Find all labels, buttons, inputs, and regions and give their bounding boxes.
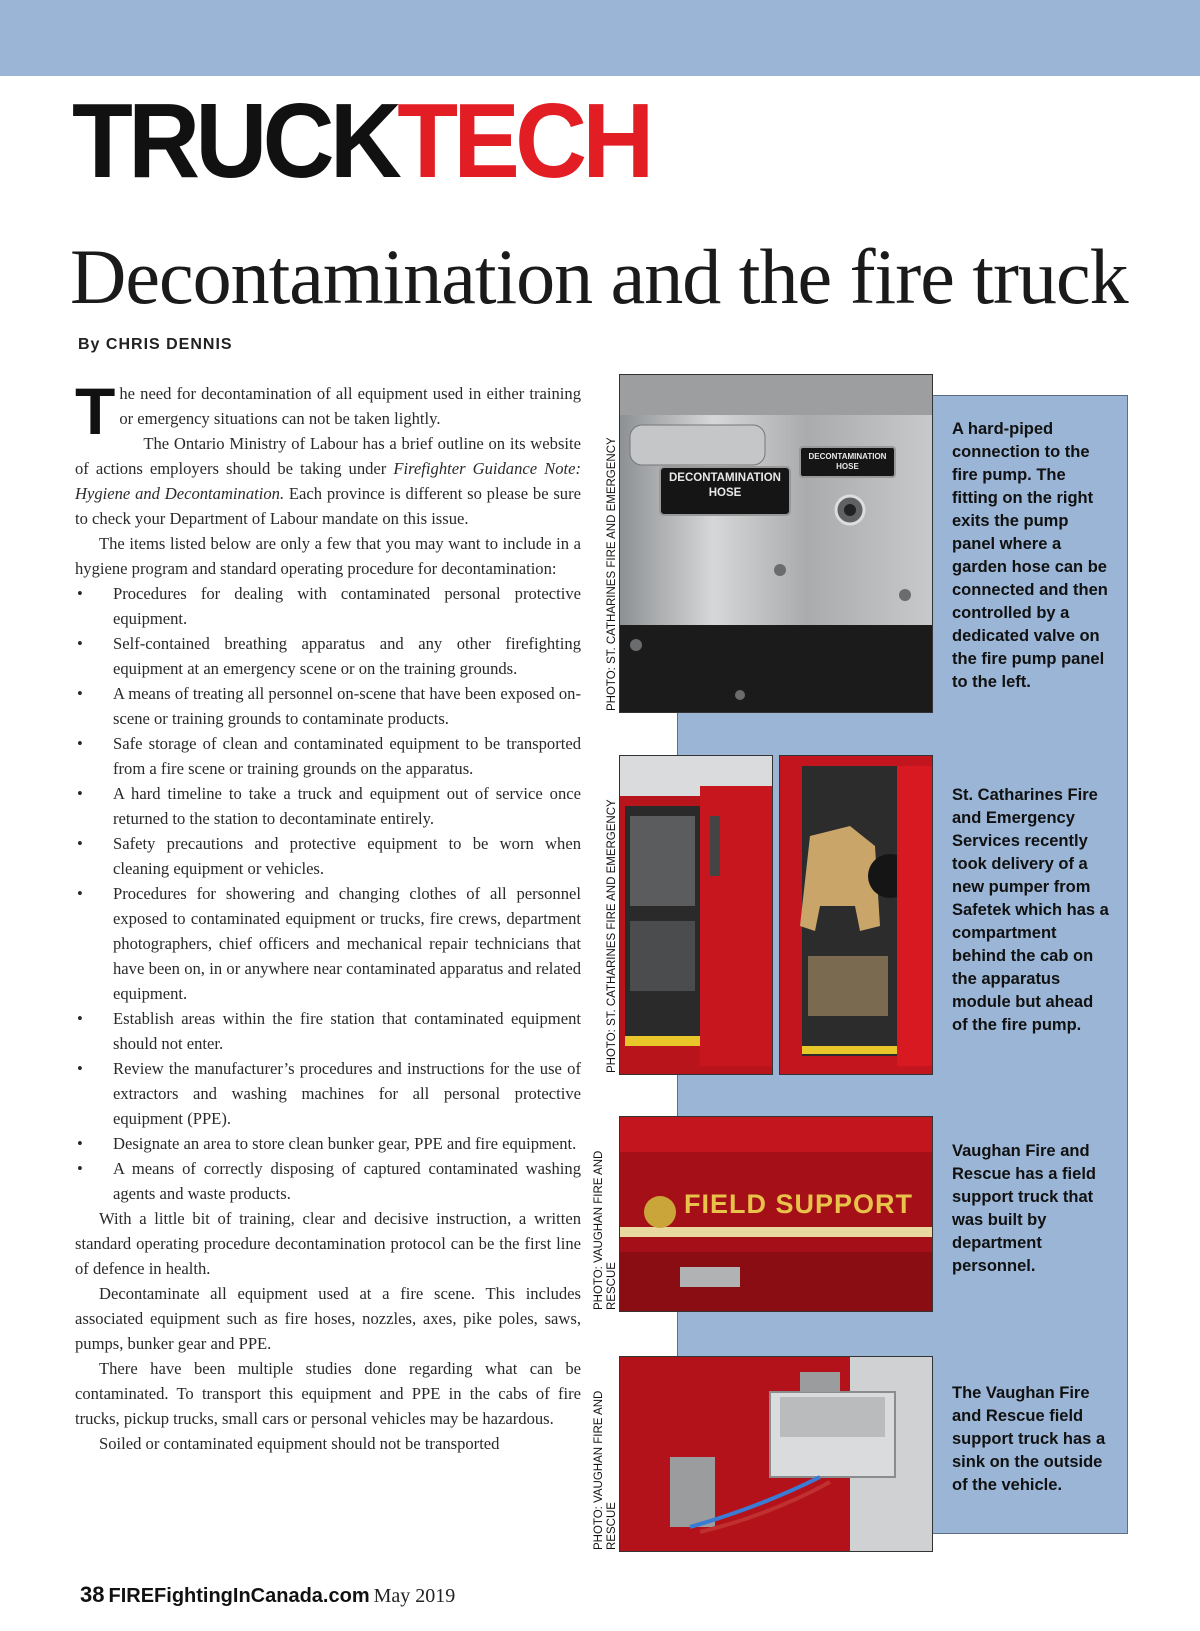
list-item: • A means of treating all personnel on-scene that have been exposed on-scene or training grounds to contaminate products. — [75, 681, 581, 731]
list-item: • A means of correctly disposing of captured contaminated washing agents and waste products. — [75, 1156, 581, 1206]
photo-sink — [619, 1356, 933, 1552]
page-number: 38 — [80, 1582, 105, 1607]
paragraph: There have been multiple studies done regarding what can be contaminated. To transport this equipment and PPE in the cabs of fire trucks, pickup trucks, small cars or personal vehicles may be hazardous. — [75, 1359, 581, 1428]
bullet-list — [75, 581, 581, 1206]
gear-illustration — [780, 756, 932, 1074]
caption-field-support: Vaughan Fire and Rescue has a field support truck that was built by department personnel. — [952, 1142, 1096, 1275]
list-item: • Establish areas within the fire station that contaminated equipment should not enter. — [75, 1006, 581, 1056]
photo-compartment-left — [619, 755, 773, 1075]
list-item: • Procedures for showering and changing clothes of all personnel exposed to contaminated equipment or trucks, fire crews, department photographers, chief officers and mechanical repair technicians that have been on, in or anywhere near contaminated apparatus and related equipment. — [75, 881, 581, 1006]
intro-paragraph — [75, 374, 581, 448]
paragraph: Soiled or contaminated equipment should not be transported — [99, 1434, 500, 1453]
paragraph — [75, 431, 581, 531]
section-logo — [72, 82, 650, 200]
photo-credit: PHOTO: VAUGHAN FIRE AND RESCUE — [593, 1390, 618, 1550]
photo-credit: PHOTO: VAUGHAN FIRE AND RESCUE — [593, 1150, 618, 1310]
list-item: • Review the manufacturer’s procedures and instructions for the use of extractors and washing machines for all personal protective equipment (PPE). — [75, 1056, 581, 1131]
compartment-illustration — [620, 756, 772, 1074]
paragraph-text: The Ontario Ministry of Labour has a brief outline on its website of actions employers should be taking under — [75, 434, 581, 478]
footer-date: May 2019 — [373, 1585, 456, 1607]
list-item: • Procedures for dealing with contaminated personal protective equipment. — [75, 581, 581, 631]
paragraph: With a little bit of training, clear and decisive instruction, a written standard operating procedure decontamination protocol can be the first line of defence in health. — [75, 1209, 581, 1278]
paragraph-text: Each province is different so please be sure to check your Department of Labour mandate on this issue. — [75, 484, 581, 528]
footer-site: FIREFightingInCanada.com — [108, 1585, 370, 1607]
photo-compartment-right — [779, 755, 933, 1075]
caption-pump-panel: A hard-piped connection to the fire pump. The fitting on the right exits the pump panel where a garden hose can be connected and then controlled by a dedicated valve on the fire pump panel to the left. — [952, 420, 1108, 691]
drop-cap: T — [75, 374, 116, 448]
intro-text: he need for decontamination of all equipment used in either training or emergency situations can not be taken lightly. — [119, 384, 581, 428]
label-large: DECONTAMINATION HOSE — [668, 472, 781, 499]
article-body — [75, 374, 582, 1456]
paragraph: The items listed below are only a few that you may want to include in a hygiene program and standard operating procedure for decontamination: — [75, 534, 581, 578]
list-item: • A hard timeline to take a truck and equipment out of service once returned to the station to decontaminate entirely. — [75, 781, 581, 831]
sink-illustration — [620, 1357, 932, 1551]
guidance-title: Firefighter Guidance Note: Hygiene and Decontamination. — [75, 459, 582, 503]
list-item: • Designate an area to store clean bunker gear, PPE and fire equipment. — [75, 1131, 581, 1156]
list-item: • Safety precautions and protective equipment to be worn when cleaning equipment or vehicles. — [75, 831, 581, 881]
paragraph: Decontaminate all equipment used at a fire scene. This includes associated equipment such as fire hoses, nozzles, axes, pike poles, saws, pumps, bunker gear and PPE. — [75, 1284, 581, 1353]
article-headline: Decontamination and the fire truck — [70, 233, 1128, 320]
photo-field-support-truck — [619, 1116, 933, 1312]
photo-credit: PHOTO: ST. CATHARINES FIRE AND EMERGENCY — [606, 437, 618, 711]
label-small: DECONTAMINATION HOSE — [808, 452, 887, 471]
list-item: • Safe storage of clean and contaminated equipment to be transported from a fire scene or training grounds on the apparatus. — [75, 731, 581, 781]
truck-lettering: FIELD SUPPORT — [684, 1189, 914, 1219]
photo-pump-panel — [619, 374, 933, 713]
page-footer — [80, 1582, 455, 1608]
pump-panel-illustration — [620, 375, 932, 712]
top-color-banner — [0, 0, 1200, 76]
list-item: • Self-contained breathing apparatus and any other firefighting equipment at an emergency scene or on the training grounds. — [75, 631, 581, 681]
logo-truck: TRUCK — [72, 82, 398, 200]
caption-sink: The Vaughan Fire and Rescue field support truck has a sink on the outside of the vehicle. — [952, 1384, 1106, 1494]
byline: By CHRIS DENNIS — [78, 336, 233, 353]
logo-tech: TECH — [397, 82, 650, 200]
caption-compartment: St. Catharines Fire and Emergency Services recently took delivery of a new pumper from Safetek which has a compartment behind the cab on the apparatus module but ahead of the fire pump. — [952, 786, 1109, 1034]
photo-credit: PHOTO: ST. CATHARINES FIRE AND EMERGENCY — [606, 799, 618, 1073]
